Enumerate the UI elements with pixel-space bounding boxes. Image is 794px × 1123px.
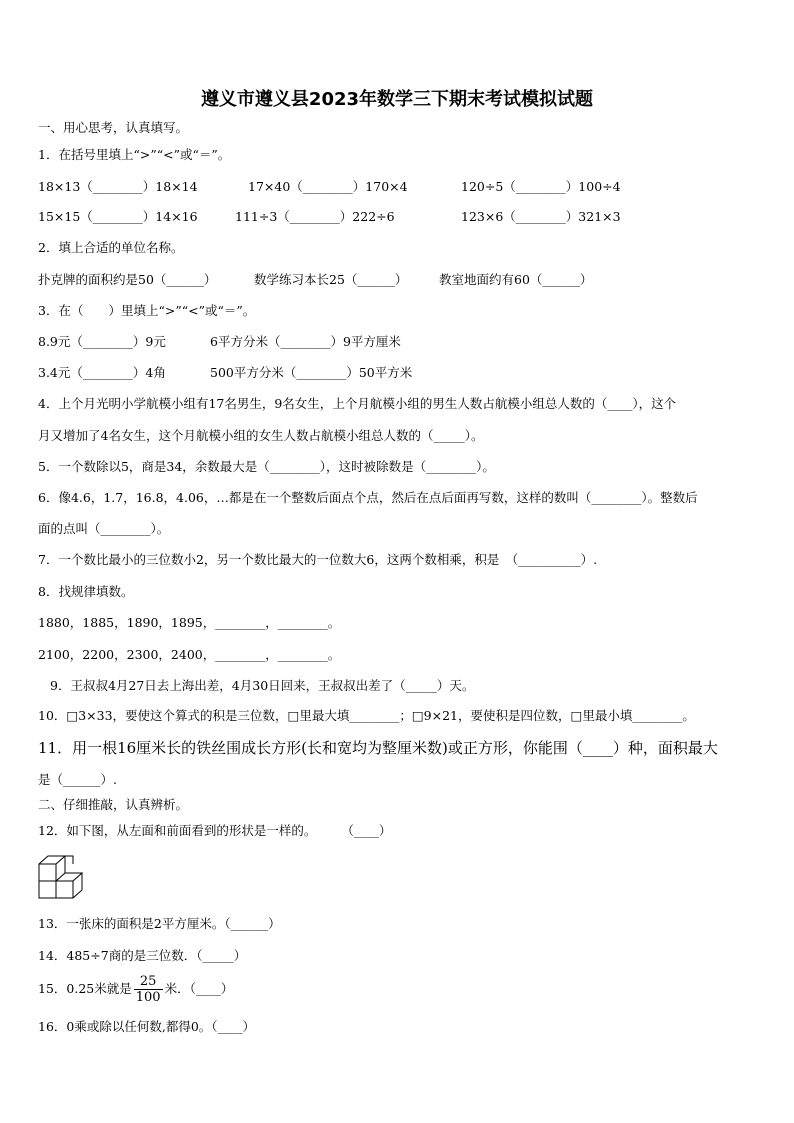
section-heading-1: 一、用心思考，认真填写。 <box>38 120 189 135</box>
q1-item: 123×6（________）321×3 <box>461 209 621 224</box>
question-7: 7．一个数比最小的三位数小2，另一个数比最大的一位数大6，这两个数相乘，积是 （__________）. <box>38 552 598 567</box>
question-2-text: 2．填上合适的单位名称。 <box>38 240 184 255</box>
q3-item: 6平方分米（________）9平方厘米 <box>210 334 401 349</box>
question-11-line-2: 是（______）. <box>38 772 117 787</box>
question-5: 5．一个数除以5，商是34，余数最大是（________），这时被除数是（________）。 <box>38 459 495 474</box>
question-8-row-2: 2100，2200，2300，2400，________，________。 <box>38 647 341 662</box>
question-8-row-1: 1880，1885，1890，1895，________，________。 <box>38 615 341 630</box>
question-10: 10．□3×33，要使这个算式的积是三位数，□里最大填________；□9×21，要使积是四位数，□里最小填________。 <box>38 708 695 723</box>
question-3-text: 3．在（ ）里填上“>”“<”或“＝”。 <box>38 303 256 318</box>
fraction <box>134 974 163 1005</box>
q15-text-after: 米．（____） <box>164 981 234 996</box>
question-8-text: 8．找规律填数。 <box>38 584 134 599</box>
q3-item: 3.4元（________）4角 <box>38 365 166 380</box>
page-title: 遵义市遵义县2023年数学三下期末考试模拟试题 <box>200 89 594 110</box>
question-16: 16．0乘或除以任何数,都得0。（____） <box>38 1019 256 1034</box>
question-14: 14．485÷7商的是三位数．（_____） <box>38 948 247 963</box>
q1-item: 17×40（________）170×4 <box>248 179 408 194</box>
q2-item: 教室地面约有60（______） <box>439 272 593 287</box>
q1-item: 15×15（________）14×16 <box>38 209 198 224</box>
question-4-line-1: 4．上个月光明小学航模小组有17名男生，9名女生，上个月航模小组的男生人数占航模小组总人数的（____），这个 <box>38 396 677 411</box>
question-11-line-1: 11．用一根16厘米长的铁丝围成长方形(长和宽均为整厘米数)或正方形，你能围（____）种，面积最大 <box>38 739 718 757</box>
question-15 <box>38 972 233 1006</box>
question-12: 12．如下图，从左面和前面看到的形状是一样的。 （____） <box>38 823 392 838</box>
question-1-text: 1．在括号里填上“>”“<”或“＝”。 <box>38 147 231 162</box>
section-heading-2: 二、仔细推敲，认真辨析。 <box>38 797 189 812</box>
q1-item: 120÷5（________）100÷4 <box>461 179 621 194</box>
q3-item: 8.9元（________）9元 <box>38 334 166 349</box>
fraction-numerator: 25 <box>134 974 163 990</box>
q1-item: 18×13（________）18×14 <box>38 179 198 194</box>
q15-text-before: 15．0.25米就是 <box>38 981 132 996</box>
fraction-denominator: 100 <box>135 990 161 1005</box>
q2-item: 扑克牌的面积约是50（______） <box>38 272 217 287</box>
question-6-line-2: 面的点叫（________）。 <box>38 521 170 536</box>
question-6-line-1: 6．像4.6，1.7，16.8，4.06，…都是在一个整数后面点个点，然后在点后面再写数，这样的数叫（________）。整数后 <box>38 490 698 505</box>
cube-stack-figure <box>38 850 88 900</box>
question-9: 9．王叔叔4月27日去上海出差，4月30日回来，王叔叔出差了（_____）天。 <box>50 678 475 693</box>
question-13: 13．一张床的面积是2平方厘米。（______） <box>38 916 281 931</box>
question-4-line-2: 月又增加了4名女生，这个月航模小组的女生人数占航模小组总人数的（_____）。 <box>38 428 484 443</box>
q1-item: 111÷3（________）222÷6 <box>235 209 395 224</box>
q2-item: 数学练习本长25（______） <box>254 272 408 287</box>
q3-item: 500平方分米（________）50平方米 <box>210 365 413 380</box>
